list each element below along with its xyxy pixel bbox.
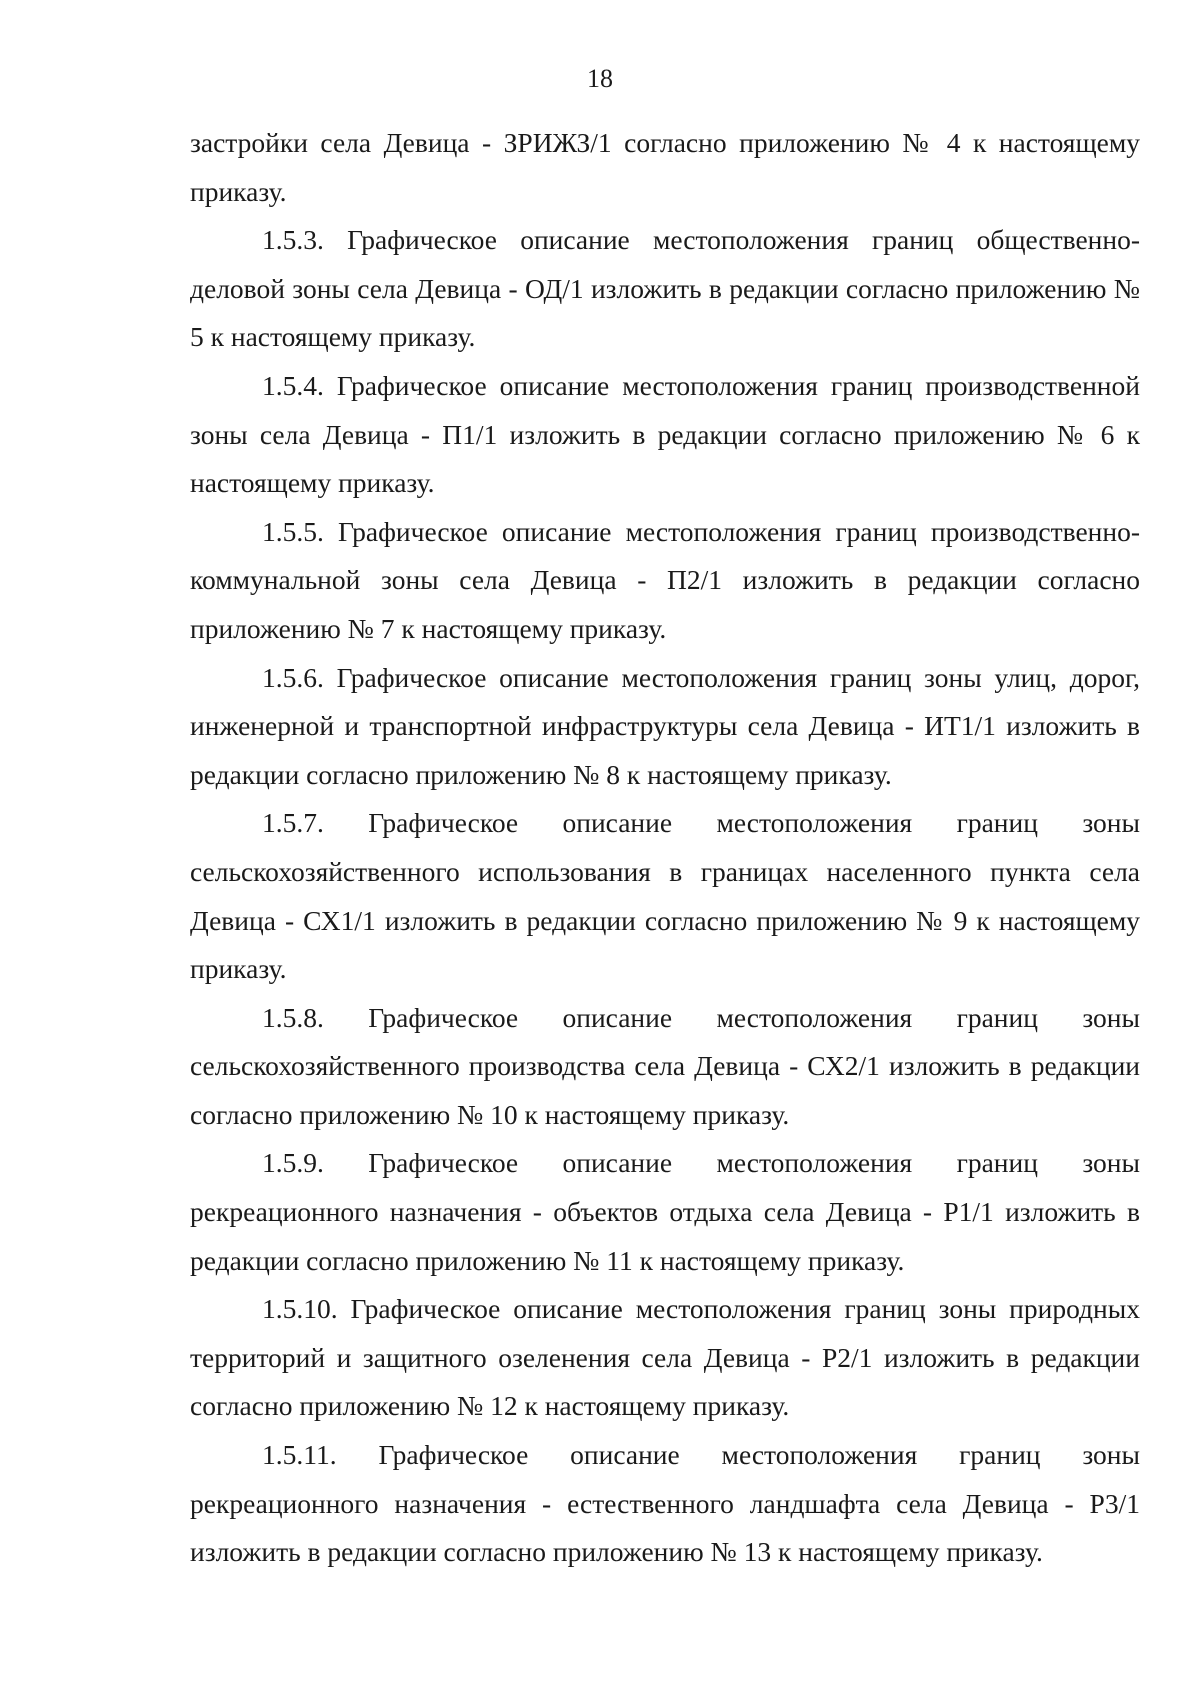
paragraph-1-5-8: 1.5.8. Графическое описание местоположения границ зоны сельскохозяйственного производства села Девица - СХ2/1 изложить в редакции согласно приложению № 10 к настоящему приказу. (190, 1001, 1140, 1130)
paragraph-1-5-6: 1.5.6. Графическое описание местоположения границ зоны улиц, дорог, инженерной и транспортной инфраструктуры села Девица - ИТ1/1 изложить в редакции согласно приложению № 8 к настоящему приказу. (190, 661, 1140, 790)
paragraph-1-5-11: 1.5.11. Графическое описание местоположения границ зоны рекреационного назначения - естественного ландшафта села Девица - Р3/1 изложить в редакции согласно приложению № 13 к настоящему приказу. (190, 1439, 1140, 1568)
page-number: 18 (587, 64, 613, 93)
document-body (190, 119, 1140, 1577)
paragraph-continuation: застройки села Девица - ЗРИЖЗ/1 согласно приложению № 4 к настоящему приказу. (190, 127, 1140, 207)
paragraph-1-5-4: 1.5.4. Графическое описание местоположения границ производственной зоны села Девица - П1/1 изложить в редакции согласно приложению № 6 к настоящему приказу. (190, 369, 1140, 499)
paragraph-1-5-3: 1.5.3. Графическое описание местоположения границ общественно-деловой зоны села Девица - ОД/1 изложить в редакции согласно приложению № 5 к настоящему приказу. (190, 224, 1140, 353)
paragraph-1-5-10: 1.5.10. Графическое описание местоположения границ зоны природных территорий и защитного озеленения села Девица - Р2/1 изложить в редакции согласно приложению № 12 к настоящему приказу. (190, 1293, 1140, 1422)
paragraph-1-5-7: 1.5.7. Графическое описание местоположения границ зоны сельскохозяйственного использования в границах населенного пункта села Девица - СХ1/1 изложить в редакции согласно приложению № 9 к настоящему приказу. (190, 807, 1140, 985)
paragraph-1-5-9: 1.5.9. Графическое описание местоположения границ зоны рекреационного назначения - объектов отдыха села Девица - Р1/1 изложить в редакции согласно приложению № 11 к настоящему приказу. (190, 1147, 1140, 1276)
paragraph-1-5-5: 1.5.5. Графическое описание местоположения границ производственно-коммунальной зоны села Девица - П2/1 изложить в редакции согласно приложению № 7 к настоящему приказу. (190, 515, 1140, 644)
